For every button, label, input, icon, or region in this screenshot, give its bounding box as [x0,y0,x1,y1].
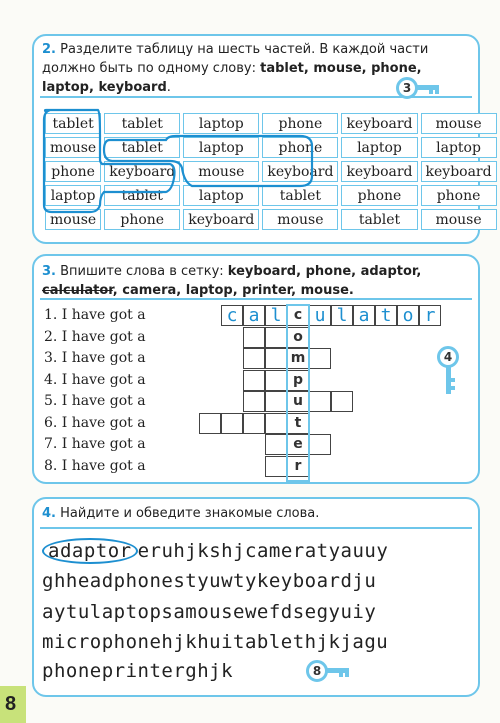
crossword-sentence: 4. I have got a [44,371,146,388]
crossword-cell[interactable] [309,391,331,412]
crossword-sentence: 8. I have got a [44,457,146,474]
word-cell: mouse [421,209,497,230]
task2-words: tablet, mouse, phone, laptop, keyboard [42,61,422,95]
crossword-cell[interactable] [243,348,265,369]
crossword-sentence: 1. I have got a [44,307,146,323]
letter-line-3: aytulaptopsamousewefdsegyuiy [42,601,377,623]
task3-instruction [42,262,467,300]
word-cell: phone [341,185,417,206]
word-cell: phone [104,209,180,230]
crossword-sentence: 3. I have got a [44,350,146,366]
word-cell: keyboard [421,161,497,182]
task4-rule [40,527,472,529]
letter-line-4: microphonehjkhuitablethjkjagu [42,631,389,653]
task3-number: 3. [42,264,56,279]
crossword-key-cell[interactable]: c [287,305,309,326]
letter-line-5: phoneprinterghjk [42,660,234,682]
word-cell: keyboard [262,161,338,182]
crossword-cell[interactable]: l [331,305,353,326]
word-cell: keyboard [104,161,180,182]
crossword-cell[interactable] [243,327,265,348]
word-cell: tablet [104,113,180,134]
task2-number: 2. [42,42,56,57]
crossword-cell[interactable] [309,348,331,369]
word-cell: phone [421,185,497,206]
task2-end: . [166,80,171,95]
crossword-cell[interactable]: o [397,305,419,326]
word-cell: keyboard [341,113,417,134]
crossword-sentence: 7. I have got a [44,436,146,452]
task3-words-2: , camera, laptop, printer, mouse. [112,283,354,298]
crossword-cell[interactable]: l [265,305,287,326]
task4-instruction [42,506,319,521]
task3-crossed-word: calculator [42,283,113,298]
word-cell: phone [45,161,101,182]
crossword-cell[interactable] [243,413,265,434]
word-cell: tablet [104,137,180,158]
word-cell: mouse [45,137,101,158]
crossword-cell[interactable]: t [375,305,397,326]
crossword-cell[interactable]: a [353,305,375,326]
crossword-cell[interactable] [265,434,287,455]
word-cell: mouse [421,113,497,134]
word-cell: laptop [45,185,101,206]
word-cell: laptop [421,137,497,158]
key-number: 3 [396,77,418,99]
crossword-key-cell[interactable]: o [287,327,309,348]
crossword-sentence: 5. I have got a [44,393,146,409]
crossword-key-cell[interactable]: m [287,348,309,369]
key-number-2: 4 [437,346,459,368]
crossword-cell[interactable] [309,434,331,455]
crossword-cell[interactable] [265,391,287,412]
word-cell: tablet [341,209,417,230]
page-number: 8 [5,693,17,715]
crossword-cell[interactable]: r [419,305,441,326]
word-cell: phone [262,137,338,158]
crossword-key-cell[interactable]: p [287,370,309,391]
word-cell: mouse [262,209,338,230]
crossword-keyword-highlight [286,304,310,482]
task2-text: Разделите таблицу на шесть частей. В каждой части должно быть по одному слову: [42,42,429,76]
crossword-key-cell[interactable]: e [287,434,309,455]
crossword-key-cell[interactable]: r [287,456,309,477]
crossword-cell[interactable] [243,391,265,412]
word-cell: keyboard [341,161,417,182]
crossword-cell[interactable] [243,370,265,391]
task2-dividing-lines [0,0,500,260]
task3-words: keyboard, phone, adaptor, [227,264,422,279]
letter-line-1-text: eruhjkshjcameratyauuy [137,540,389,562]
crossword-cell[interactable] [265,413,287,434]
crossword-cell[interactable] [265,327,287,348]
task4-text: Найдите и обведите знакомые слова. [60,506,320,521]
word-cell: laptop [183,113,259,134]
crossword-cell[interactable] [265,456,287,477]
letter-line-2: ghheadphonestyuwtykeyboardju [42,570,377,592]
word-cell: laptop [341,137,417,158]
word-cell: mouse [183,161,259,182]
crossword-cell[interactable]: u [309,305,331,326]
circled-word: adaptor [42,538,138,564]
crossword-cell[interactable] [331,391,353,412]
crossword-cell[interactable] [221,413,243,434]
crossword-cell[interactable] [265,370,287,391]
key-number-3: 8 [306,660,328,682]
letter-line-1 [42,540,388,562]
task3-text: Впишите слова в сетку: [60,264,224,279]
word-cell: tablet [262,185,338,206]
crossword-cell[interactable]: c [221,305,243,326]
crossword-cell[interactable] [199,413,221,434]
word-cell: laptop [183,137,259,158]
crossword-sentence: 6. I have got a [44,414,146,431]
word-cell: tablet [104,185,180,206]
crossword-cell[interactable]: a [243,305,265,326]
crossword-sentence: 2. I have got a [44,328,146,345]
task3-rule [40,298,472,300]
word-cell: laptop [183,185,259,206]
crossword-key-cell[interactable]: u [287,391,309,412]
crossword-key-cell[interactable]: t [287,413,309,434]
word-cell: mouse [45,209,101,230]
word-cell: tablet [45,113,101,134]
crossword-cell[interactable] [265,348,287,369]
word-cell: keyboard [183,209,259,230]
task4-number: 4. [42,506,56,521]
word-cell: phone [262,113,338,134]
